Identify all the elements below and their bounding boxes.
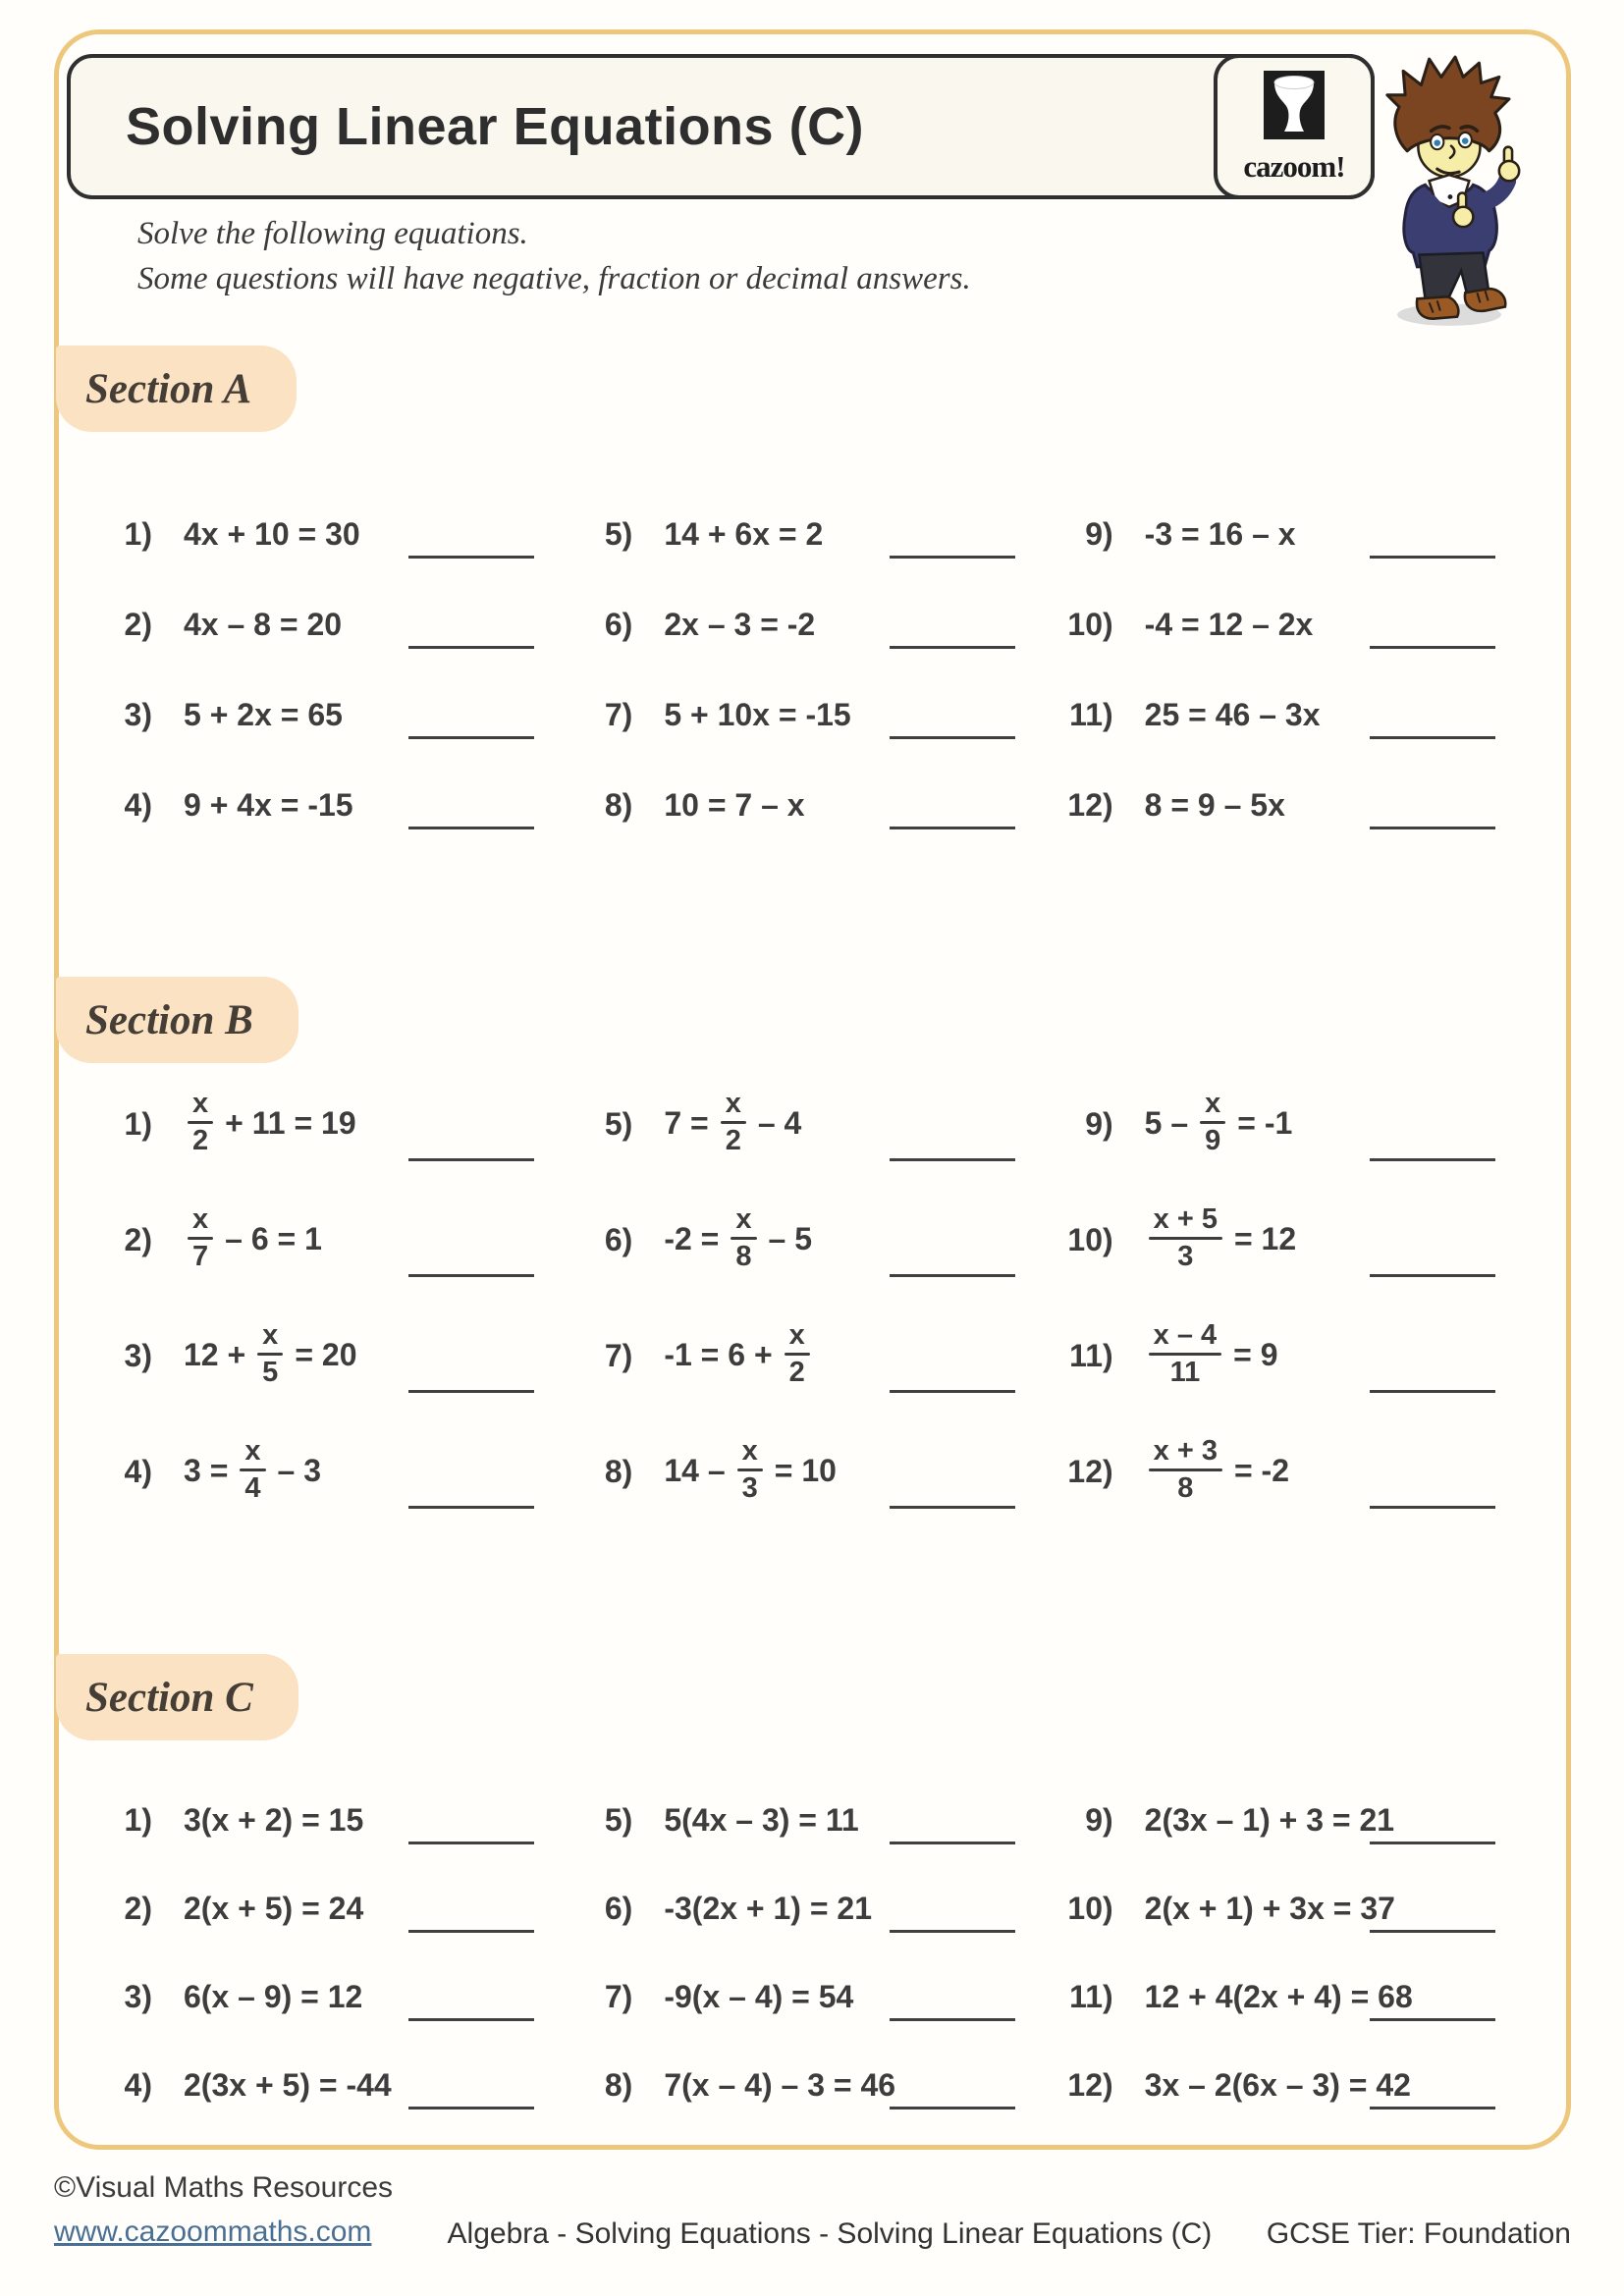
equation [1141, 514, 1300, 554]
answer-line[interactable] [1370, 1390, 1495, 1393]
equation-text: 2(x + 1) + 3x = 37 [1144, 1891, 1395, 1926]
question-item [1055, 1971, 1535, 2059]
logo-wordmark: cazoom! [1243, 148, 1345, 184]
fraction [257, 1319, 283, 1389]
equation-text: 5 – [1144, 1104, 1189, 1141]
instruction-line: Solve the following equations. [137, 216, 528, 251]
question-item [573, 1201, 1054, 1317]
fraction-bar [721, 1121, 746, 1124]
question-number: 11) [1069, 697, 1113, 732]
question-item [573, 1794, 1054, 1883]
question-number: 4) [124, 787, 152, 823]
fraction-numerator: x [192, 1088, 209, 1119]
section-c-label: Section C [85, 1674, 253, 1721]
equation-text: = 9 [1233, 1336, 1278, 1372]
fraction-numerator: x [192, 1203, 209, 1235]
question-number: 3) [124, 697, 152, 732]
question-item [1055, 779, 1535, 870]
mascot-illustration [1373, 51, 1532, 336]
question-item [1055, 599, 1535, 689]
answer-line[interactable] [890, 827, 1015, 829]
question-number: 12) [1067, 2067, 1113, 2103]
equation [1141, 605, 1318, 644]
section-b-questions [93, 1086, 1535, 1549]
equation-text: 2x – 3 = -2 [664, 607, 816, 642]
question-number: 2) [124, 607, 152, 642]
answer-line[interactable] [890, 556, 1015, 559]
fraction-numerator: x [1205, 1088, 1221, 1119]
question-item [1055, 1433, 1535, 1549]
equation-text: 3 = [184, 1452, 229, 1488]
answer-line[interactable] [408, 736, 534, 739]
question-number: 3) [124, 1338, 152, 1373]
answer-line[interactable] [1370, 1158, 1495, 1161]
equation-text: = -2 [1233, 1452, 1289, 1488]
answer-line[interactable] [1370, 827, 1495, 829]
fraction-numerator: x [725, 1088, 741, 1119]
equation-text: – 4 [757, 1104, 802, 1141]
equation-text: 14 + 6x = 2 [664, 516, 824, 552]
question-number: 6) [604, 1222, 633, 1257]
equation-text: = -1 [1237, 1104, 1293, 1141]
question-number: 7) [604, 1979, 633, 2014]
equation-text: 2(3x + 5) = -44 [184, 2067, 392, 2103]
fraction-bar [785, 1353, 810, 1356]
fraction-denominator: 2 [788, 1357, 805, 1388]
fraction-numerator: x [741, 1435, 758, 1467]
answer-line[interactable] [1370, 2107, 1495, 2109]
equation-text: – 3 [277, 1452, 321, 1488]
fraction-numerator: x + 5 [1153, 1203, 1218, 1235]
equation-text: -2 = [664, 1220, 720, 1256]
question-item [573, 1433, 1054, 1549]
website-link[interactable]: www.cazoommaths.com [54, 2216, 372, 2248]
equation-text: 8 = 9 – 5x [1144, 787, 1285, 823]
question-number: 8) [604, 787, 633, 823]
equation [660, 605, 819, 644]
fraction-bar [188, 1237, 213, 1240]
equation [1141, 1319, 1282, 1389]
question-number: 11) [1069, 1338, 1113, 1373]
equation [660, 785, 808, 825]
question-item [1055, 2059, 1535, 2148]
answer-line[interactable] [1370, 556, 1495, 559]
equation-text: 4x + 10 = 30 [184, 516, 360, 552]
answer-line[interactable] [408, 2107, 534, 2109]
equation [180, 605, 346, 644]
question-number: 8) [604, 1454, 633, 1489]
question-number: 1) [124, 1802, 152, 1838]
fraction-denominator: 9 [1205, 1125, 1221, 1156]
question-item [93, 1317, 573, 1433]
equation [180, 1889, 367, 1928]
question-number: 2) [124, 1222, 152, 1257]
question-number: 4) [124, 2067, 152, 2103]
answer-line[interactable] [890, 1158, 1015, 1161]
equation [660, 1977, 857, 2016]
equation-text: 5 + 10x = -15 [664, 697, 851, 732]
question-item [93, 1201, 573, 1317]
equation [660, 1088, 805, 1157]
fraction [188, 1203, 213, 1273]
footer [54, 2165, 1571, 2254]
section-b-label: Section B [85, 996, 253, 1043]
question-item [573, 2059, 1054, 2148]
fraction-bar [731, 1237, 756, 1240]
equation-text: 2(3x – 1) + 3 = 21 [1144, 1802, 1395, 1838]
fraction-bar [1200, 1121, 1225, 1124]
question-number: 9) [1085, 516, 1113, 552]
fraction-denominator: 2 [192, 1125, 209, 1156]
fraction [1149, 1319, 1222, 1389]
answer-line[interactable] [890, 1930, 1015, 1933]
equation-text: 7(x – 4) – 3 = 46 [664, 2067, 896, 2103]
equation [180, 1977, 366, 2016]
question-number: 5) [604, 1106, 633, 1142]
question-number: 12) [1067, 1454, 1113, 1489]
answer-line[interactable] [408, 556, 534, 559]
question-number: 1) [124, 1106, 152, 1142]
question-number: 7) [604, 697, 633, 732]
answer-line[interactable] [408, 1274, 534, 1277]
question-item [93, 599, 573, 689]
fraction-bar [1149, 1468, 1222, 1471]
answer-line[interactable] [890, 1390, 1015, 1393]
answer-line[interactable] [890, 1506, 1015, 1509]
answer-line[interactable] [408, 1842, 534, 1844]
question-number: 10) [1067, 1222, 1113, 1257]
question-item [573, 599, 1054, 689]
equation [660, 1435, 840, 1505]
question-number: 2) [124, 1891, 152, 1926]
answer-line[interactable] [890, 2018, 1015, 2021]
answer-line[interactable] [890, 646, 1015, 649]
question-number: 3) [124, 1979, 152, 2014]
question-item [93, 508, 573, 599]
question-number: 6) [604, 1891, 633, 1926]
equation-text: -1 = 6 + [664, 1336, 773, 1372]
equation-text: – 6 = 1 [225, 1220, 322, 1256]
question-item [573, 1883, 1054, 1971]
equation-text: – 5 [768, 1220, 812, 1256]
answer-line[interactable] [408, 646, 534, 649]
question-item [93, 1794, 573, 1883]
equation [1141, 785, 1289, 825]
equation [660, 1319, 817, 1389]
fraction-denominator: 7 [192, 1241, 209, 1272]
equation-text: -4 = 12 – 2x [1144, 607, 1314, 642]
equation-text: 5 + 2x = 65 [184, 697, 343, 732]
answer-line[interactable] [1370, 1930, 1495, 1933]
equation-text: 3(x + 2) = 15 [184, 1802, 364, 1838]
equation [180, 1800, 367, 1840]
question-number: 10) [1067, 607, 1113, 642]
equation [180, 514, 364, 554]
equation-text: + 11 = 19 [225, 1104, 356, 1141]
fraction [721, 1088, 746, 1157]
footer-breadcrumb: Algebra - Solving Equations - Solving Linear Equations (C) [447, 2217, 1213, 2250]
fraction [737, 1435, 763, 1505]
answer-line[interactable] [1370, 2018, 1495, 2021]
equation-text: 12 + 4(2x + 4) = 68 [1144, 1979, 1413, 2014]
section-c-questions [93, 1794, 1535, 2148]
fraction-numerator: x [735, 1203, 752, 1235]
equation-text: 2(x + 5) = 24 [184, 1891, 364, 1926]
equation [1141, 695, 1325, 734]
equation [1141, 1800, 1398, 1840]
equation [660, 1203, 816, 1273]
question-number: 10) [1067, 1891, 1113, 1926]
equation-text: 25 = 46 – 3x [1144, 697, 1321, 732]
equation-text: -3 = 16 – x [1144, 516, 1296, 552]
section-a-questions [93, 508, 1535, 870]
question-item [573, 779, 1054, 870]
equation [1141, 2065, 1415, 2105]
answer-line[interactable] [408, 1930, 534, 1933]
fraction-denominator: 3 [741, 1472, 758, 1504]
equation [660, 514, 827, 554]
footer-credits [54, 2165, 393, 2254]
equation [180, 2065, 396, 2105]
fraction-bar [1149, 1237, 1222, 1240]
question-item [1055, 1794, 1535, 1883]
equation [1141, 1203, 1300, 1273]
question-item [573, 689, 1054, 779]
answer-line[interactable] [890, 1274, 1015, 1277]
question-item [1055, 1317, 1535, 1433]
question-item [573, 1086, 1054, 1201]
footer-tier: GCSE Tier: Foundation [1266, 2217, 1571, 2250]
answer-line[interactable] [1370, 736, 1495, 739]
equation-text: 14 – [664, 1452, 726, 1488]
answer-line[interactable] [408, 1158, 534, 1161]
fraction-bar [1149, 1353, 1222, 1356]
question-number: 8) [604, 2067, 633, 2103]
question-item [93, 779, 573, 870]
equation-text: 12 + [184, 1336, 246, 1372]
question-item [1055, 1086, 1535, 1201]
fraction-bar [737, 1468, 763, 1471]
question-number: 12) [1067, 787, 1113, 823]
question-item [1055, 1201, 1535, 1317]
fraction [1149, 1435, 1222, 1505]
answer-line[interactable] [890, 736, 1015, 739]
equation-text: 3x – 2(6x – 3) = 42 [1144, 2067, 1411, 2103]
fraction-numerator: x [244, 1435, 261, 1467]
equation [180, 1203, 326, 1273]
question-item [93, 1433, 573, 1549]
equation-text: = 10 [774, 1452, 837, 1488]
fraction [1149, 1203, 1222, 1273]
section-a-label: Section A [85, 365, 252, 412]
instruction-line: Some questions will have negative, fraction or decimal answers. [137, 261, 971, 296]
answer-line[interactable] [890, 1842, 1015, 1844]
question-item [93, 1086, 573, 1201]
equation [660, 1800, 862, 1840]
question-number: 5) [604, 516, 633, 552]
fraction [1200, 1088, 1225, 1157]
equation [180, 1319, 360, 1389]
answer-line[interactable] [1370, 646, 1495, 649]
question-item [573, 1317, 1054, 1433]
question-item [573, 508, 1054, 599]
equation [660, 1889, 876, 1928]
fraction-denominator: 11 [1169, 1357, 1201, 1388]
fraction-numerator: x + 3 [1153, 1435, 1218, 1467]
equation [180, 785, 357, 825]
question-number: 6) [604, 607, 633, 642]
fraction [785, 1319, 810, 1389]
fraction-numerator: x [788, 1319, 805, 1351]
cazoom-logo [1214, 54, 1375, 199]
equation [660, 695, 854, 734]
fraction-denominator: 8 [1177, 1472, 1194, 1504]
answer-line[interactable] [408, 1390, 534, 1393]
fraction-bar [188, 1121, 213, 1124]
question-item [93, 689, 573, 779]
equation-text: -9(x – 4) = 54 [664, 1979, 854, 2014]
fraction-denominator: 2 [725, 1125, 741, 1156]
equation-text: -3(2x + 1) = 21 [664, 1891, 873, 1926]
question-number: 11) [1069, 1979, 1113, 2014]
question-item [573, 1971, 1054, 2059]
question-item [93, 2059, 573, 2148]
equation-text: 4x – 8 = 20 [184, 607, 343, 642]
section-b-header [56, 977, 298, 1063]
question-item [1055, 1883, 1535, 1971]
question-number: 5) [604, 1802, 633, 1838]
equation-text: 7 = [664, 1104, 709, 1141]
title-bar [67, 54, 1375, 199]
equation [180, 695, 347, 734]
equation [1141, 1977, 1417, 2016]
question-number: 7) [604, 1338, 633, 1373]
equation-text: 10 = 7 – x [664, 787, 805, 823]
equation [1141, 1889, 1399, 1928]
fraction [240, 1435, 265, 1505]
section-c-header [56, 1654, 298, 1740]
section-a-header [56, 346, 297, 432]
question-number: 4) [124, 1454, 152, 1489]
equation [180, 1088, 360, 1157]
instructions [137, 211, 971, 301]
fraction-denominator: 3 [1177, 1241, 1194, 1272]
fraction-bar [240, 1468, 265, 1471]
answer-line[interactable] [408, 827, 534, 829]
fraction-bar [257, 1353, 283, 1356]
fraction-numerator: x [262, 1319, 279, 1351]
equation-text: 6(x – 9) = 12 [184, 1979, 363, 2014]
question-item [1055, 689, 1535, 779]
equation [660, 2065, 899, 2105]
equation-text: = 20 [295, 1336, 357, 1372]
copyright-text: ©Visual Maths Resources [54, 2171, 394, 2204]
answer-line[interactable] [890, 2107, 1015, 2109]
answer-line[interactable] [408, 1506, 534, 1509]
page-border [54, 29, 1571, 2150]
answer-line[interactable] [1370, 1842, 1495, 1844]
question-number: 9) [1085, 1802, 1113, 1838]
question-number: 1) [124, 516, 152, 552]
equation [1141, 1088, 1297, 1157]
equation-text: 5(4x – 3) = 11 [664, 1802, 859, 1838]
equation [180, 1435, 325, 1505]
question-item [93, 1971, 573, 2059]
answer-line[interactable] [1370, 1274, 1495, 1277]
equation-text: = 12 [1233, 1220, 1297, 1256]
fraction-denominator: 5 [262, 1357, 279, 1388]
djembe-drum-icon [1263, 70, 1326, 147]
page-title: Solving Linear Equations (C) [126, 97, 865, 156]
question-number: 9) [1085, 1106, 1113, 1142]
fraction-denominator: 4 [244, 1472, 261, 1504]
answer-line[interactable] [408, 2018, 534, 2021]
equation [1141, 1435, 1293, 1505]
question-item [93, 1883, 573, 1971]
fraction-denominator: 8 [735, 1241, 752, 1272]
answer-line[interactable] [1370, 1506, 1495, 1509]
fraction-numerator: x – 4 [1153, 1319, 1218, 1351]
fraction [731, 1203, 756, 1273]
fraction [188, 1088, 213, 1157]
equation-text: 9 + 4x = -15 [184, 787, 353, 823]
question-item [1055, 508, 1535, 599]
